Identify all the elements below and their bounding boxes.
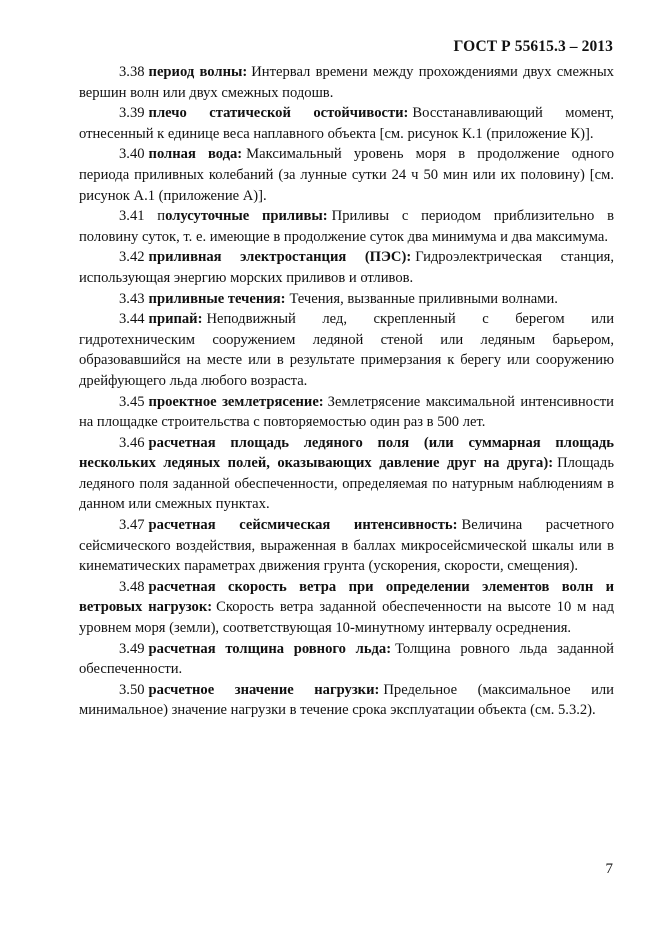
definition-entry-3-47	[79, 515, 614, 577]
entry-number: 3.45	[119, 393, 145, 410]
entry-term: проектное землетрясение:	[148, 393, 324, 410]
entry-term: припай:	[148, 311, 203, 328]
entry-number: 3.44	[119, 311, 145, 328]
entry-term: плечо статической остойчивости:	[148, 105, 409, 122]
entry-text: Гидроэлектрическая станция, использующая энергию морских приливов и отливов.	[79, 249, 614, 286]
entry-term: полная вода:	[148, 146, 243, 163]
definition-entry-3-46	[79, 433, 614, 515]
definition-entry-3-43	[79, 289, 614, 310]
entry-number: 3.43	[119, 290, 145, 307]
entry-text: Приливы с периодом приблизительно в половину суток, т. е. имеющие в продолжение суток два минимума и два максимума.	[79, 208, 614, 245]
entry-number: 3.50	[119, 681, 145, 698]
entry-term: расчетное значение нагрузки:	[148, 681, 380, 698]
definition-entry-3-48	[79, 577, 614, 639]
entry-number: 3.47	[119, 517, 145, 534]
entry-term: расчетная скорость ветра при определении элементов волн и ветровых нагрузок:	[79, 578, 614, 616]
entry-term: приливная электростанция (ПЭС):	[148, 249, 412, 266]
entry-term: расчетная толщина ровного льда:	[148, 640, 392, 657]
definition-entry-3-39	[79, 103, 614, 144]
entry-text: Землетрясение максимальной интенсивности на площадке строительства с повторяемостью один раз в 500 лет.	[79, 393, 614, 431]
entry-term: расчетная площадь ледяного поля (или суммарная площадь нескольких ледяных полей, оказывающих давление друг на друга):	[79, 434, 614, 472]
entry-number: 3.38	[119, 64, 145, 80]
entry-number: 3.48	[119, 578, 145, 595]
definition-entry-3-41	[79, 206, 614, 247]
definition-entry-3-40	[79, 144, 614, 206]
entry-number: 3.40	[119, 146, 145, 163]
entry-text: Неподвижный лед, скрепленный с берегом или гидротехническим сооружением ледяной стеной или ледяным барьером, образовавшийся на месте или в результате примерзания к берегу или сооружению дрейфующего льда любого возраста.	[79, 311, 614, 389]
entry-text: Толщина ровного льда заданной обеспеченности.	[79, 640, 614, 678]
definition-entry-3-50	[79, 680, 614, 721]
page-number: 7	[605, 861, 613, 877]
definitions-list	[79, 62, 614, 721]
definition-entry-3-45	[79, 392, 614, 433]
entry-number: 3.41 п	[119, 208, 166, 225]
entry-number: 3.49	[119, 640, 145, 657]
entry-term: олусуточные приливы:	[165, 208, 328, 225]
definition-entry-3-38	[79, 62, 614, 103]
entry-text: Предельное (максимальное или минимальное) значение нагрузки в течение срока эксплуатации объекта (см. 5.3.2).	[79, 681, 614, 719]
entry-number: 3.39	[119, 105, 145, 122]
entry-text: Восстанавливающий момент, отнесенный к единице веса наплавного объекта [см. рисунок К.1 (приложение К)].	[79, 105, 614, 142]
entry-text: Интервал времени между прохождениями двух смежных вершин волн или двух смежных подошв.	[79, 64, 614, 101]
standard-designation: ГОСТ Р 55615.3 – 2013	[453, 38, 613, 55]
entry-text: Скорость ветра заданной обеспеченности на высоте 10 м над уровнем моря (земли), соответствующая 10-минутному интервалу осреднения.	[79, 599, 614, 637]
entry-text: Максимальный уровень моря в продолжение одного периода приливных колебаний (за лунные сутки 24 ч 50 мин или их половину) [см. рисунок А.1 (приложение А)].	[79, 146, 614, 204]
entry-term: расчетная сейсмическая интенсивность:	[148, 517, 458, 534]
definition-entry-3-49	[79, 639, 614, 680]
entry-number: 3.46	[119, 434, 145, 451]
definition-entry-3-44	[79, 309, 614, 391]
entry-text: Течения, вызванные приливными волнами.	[289, 290, 558, 307]
entry-number: 3.42	[119, 249, 145, 266]
entry-term: приливные течения:	[148, 290, 286, 307]
entry-text: Площадь ледяного поля заданной обеспеченности, определяемая по натурным наблюдениям в данном или смежных пунктах.	[79, 455, 614, 513]
entry-term: период волны:	[148, 64, 248, 80]
entry-text: Величина расчетного сейсмического воздействия, выраженная в баллах микросейсмической шкалы или в кинематических параметрах движения грунта (ускорения, скорости, смещения).	[79, 517, 614, 575]
definition-entry-3-42	[79, 247, 614, 288]
